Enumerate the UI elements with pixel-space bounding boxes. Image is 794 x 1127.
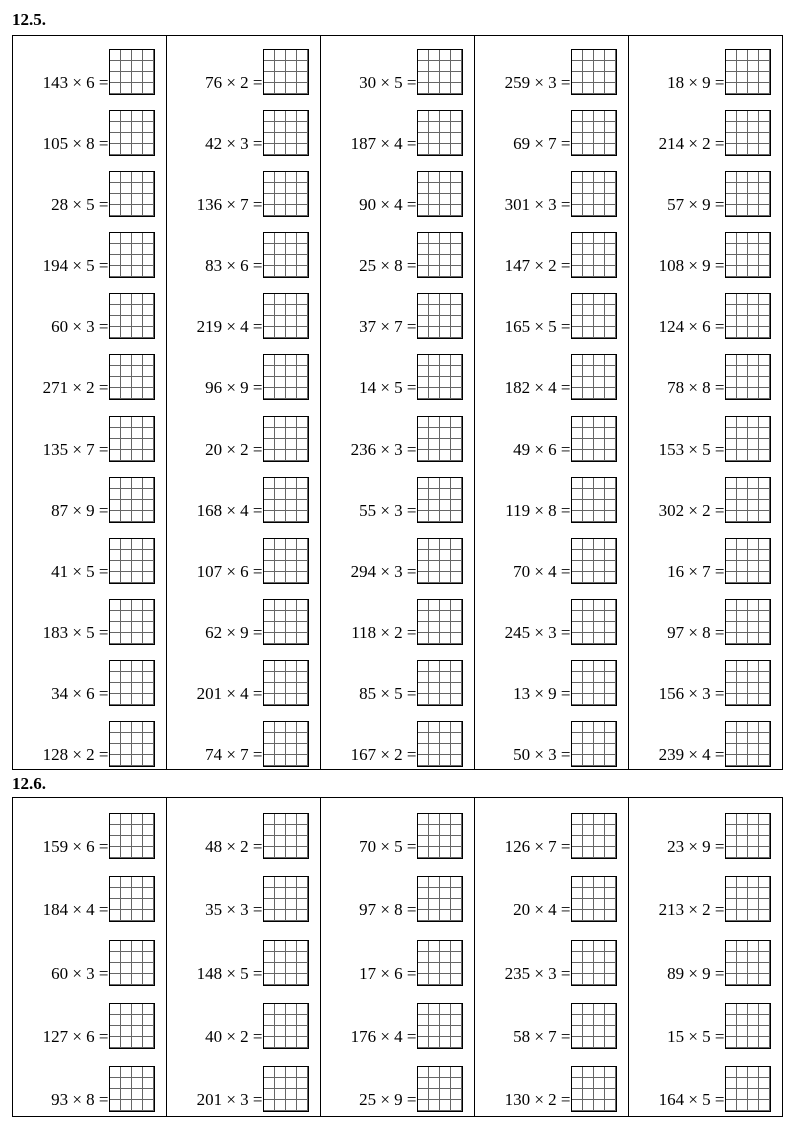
problem-expression: 302 × 2 =	[658, 500, 725, 520]
answer-grid[interactable]	[417, 1066, 463, 1112]
problem-expression: 164 × 5 =	[658, 1089, 725, 1109]
problem-item	[333, 708, 463, 769]
answer-grid[interactable]	[725, 876, 771, 922]
problem-item	[179, 219, 309, 280]
problem-item	[179, 525, 309, 586]
problem-item	[179, 97, 309, 158]
answer-grid[interactable]	[725, 354, 771, 400]
problem-expression: 25 × 9 =	[359, 1089, 417, 1109]
problem-item	[25, 988, 155, 1051]
problem-expression: 41 × 5 =	[51, 561, 109, 581]
problem-item	[333, 464, 463, 525]
problem-expression: 201 × 4 =	[196, 683, 263, 703]
problem-item	[641, 647, 771, 708]
problem-item	[641, 280, 771, 341]
problem-expression: 124 × 6 =	[658, 317, 725, 337]
answer-grid[interactable]	[263, 477, 309, 523]
problem-item	[333, 402, 463, 463]
problem-expression: 294 × 3 =	[350, 561, 417, 581]
answer-grid[interactable]	[263, 232, 309, 278]
problem-expression: 271 × 2 =	[42, 378, 109, 398]
problem-item	[641, 464, 771, 525]
answer-grid[interactable]	[417, 599, 463, 645]
problem-column	[629, 798, 782, 1116]
answer-grid[interactable]	[109, 813, 155, 859]
answer-grid[interactable]	[263, 721, 309, 767]
answer-grid[interactable]	[109, 721, 155, 767]
problem-item	[25, 97, 155, 158]
problem-item	[333, 525, 463, 586]
problem-expression: 13 × 9 =	[513, 683, 571, 703]
answer-grid[interactable]	[725, 599, 771, 645]
problem-expression: 119 × 8 =	[505, 500, 571, 520]
answer-grid[interactable]	[109, 1066, 155, 1112]
problem-item	[179, 988, 309, 1051]
problem-item	[179, 280, 309, 341]
answer-grid[interactable]	[417, 49, 463, 95]
problem-item	[487, 158, 617, 219]
problem-expression: 97 × 8 =	[359, 900, 417, 920]
answer-grid[interactable]	[263, 538, 309, 584]
problem-item	[333, 647, 463, 708]
problem-expression: 219 × 4 =	[196, 317, 263, 337]
problem-expression: 156 × 3 =	[658, 683, 725, 703]
problem-item	[25, 36, 155, 97]
problem-expression: 83 × 6 =	[205, 256, 263, 276]
problem-item	[333, 341, 463, 402]
problem-expression: 235 × 3 =	[504, 963, 571, 983]
answer-grid[interactable]	[417, 110, 463, 156]
problem-item	[333, 861, 463, 924]
answer-grid[interactable]	[263, 813, 309, 859]
problem-expression: 87 × 9 =	[51, 500, 109, 520]
answer-grid[interactable]	[571, 171, 617, 217]
answer-grid[interactable]	[571, 660, 617, 706]
answer-grid[interactable]	[571, 599, 617, 645]
problem-expression: 78 × 8 =	[667, 378, 725, 398]
problem-item	[641, 158, 771, 219]
answer-grid[interactable]	[109, 232, 155, 278]
answer-grid[interactable]	[417, 232, 463, 278]
problem-item	[25, 647, 155, 708]
problem-item	[487, 280, 617, 341]
answer-grid[interactable]	[263, 1003, 309, 1049]
problem-item	[25, 586, 155, 647]
answer-grid[interactable]	[109, 1003, 155, 1049]
problem-column	[475, 798, 629, 1116]
problem-expression: 136 × 7 =	[196, 195, 263, 215]
problem-expression: 239 × 4 =	[658, 744, 725, 764]
problem-item	[641, 798, 771, 861]
problem-item	[25, 158, 155, 219]
problem-expression: 70 × 4 =	[513, 561, 571, 581]
problem-item	[333, 798, 463, 861]
problem-item	[487, 1051, 617, 1114]
problem-expression: 57 × 9 =	[667, 195, 725, 215]
answer-grid[interactable]	[109, 599, 155, 645]
answer-grid[interactable]	[263, 660, 309, 706]
problem-expression: 35 × 3 =	[205, 900, 263, 920]
problem-expression: 259 × 3 =	[504, 73, 571, 93]
problem-expression: 93 × 8 =	[51, 1089, 109, 1109]
problem-item	[179, 647, 309, 708]
problem-item	[487, 219, 617, 280]
problem-expression: 30 × 5 =	[359, 73, 417, 93]
problem-expression: 23 × 9 =	[667, 837, 725, 857]
problem-expression: 15 × 5 =	[667, 1026, 725, 1046]
problem-expression: 127 × 6 =	[42, 1026, 109, 1046]
answer-grid[interactable]	[725, 477, 771, 523]
problem-expression: 236 × 3 =	[350, 439, 417, 459]
problem-expression: 50 × 3 =	[513, 744, 571, 764]
problem-expression: 135 × 7 =	[42, 439, 109, 459]
answer-grid[interactable]	[725, 232, 771, 278]
problem-item	[487, 525, 617, 586]
answer-grid[interactable]	[263, 416, 309, 462]
answer-grid[interactable]	[725, 49, 771, 95]
problem-item	[179, 36, 309, 97]
problem-item	[641, 36, 771, 97]
problem-item	[641, 1051, 771, 1114]
problem-item	[487, 924, 617, 987]
problem-item	[333, 97, 463, 158]
answer-grid[interactable]	[417, 876, 463, 922]
problem-item	[333, 36, 463, 97]
problem-expression: 118 × 2 =	[351, 622, 417, 642]
answer-grid[interactable]	[725, 1066, 771, 1112]
answer-grid[interactable]	[571, 1066, 617, 1112]
answer-grid[interactable]	[417, 354, 463, 400]
problem-column	[167, 798, 321, 1116]
problem-column	[475, 36, 629, 769]
problem-item	[487, 861, 617, 924]
problem-expression: 90 × 4 =	[359, 195, 417, 215]
problem-item	[25, 280, 155, 341]
answer-grid[interactable]	[109, 477, 155, 523]
problem-item	[487, 97, 617, 158]
problem-item	[179, 464, 309, 525]
problem-expression: 213 × 2 =	[658, 900, 725, 920]
problem-item	[333, 1051, 463, 1114]
problem-item	[25, 924, 155, 987]
answer-grid[interactable]	[109, 660, 155, 706]
problem-expression: 301 × 3 =	[504, 195, 571, 215]
problem-expression: 153 × 5 =	[658, 439, 725, 459]
problem-expression: 28 × 5 =	[51, 195, 109, 215]
problem-expression: 20 × 4 =	[513, 900, 571, 920]
answer-grid[interactable]	[725, 940, 771, 986]
problem-expression: 126 × 7 =	[504, 837, 571, 857]
answer-grid[interactable]	[725, 721, 771, 767]
answer-grid[interactable]	[725, 660, 771, 706]
problem-column	[321, 36, 475, 769]
answer-grid[interactable]	[263, 110, 309, 156]
problem-expression: 108 × 9 =	[658, 256, 725, 276]
problem-expression: 49 × 6 =	[513, 439, 571, 459]
problem-item	[25, 798, 155, 861]
problem-expression: 25 × 8 =	[359, 256, 417, 276]
problem-item	[25, 861, 155, 924]
answer-grid[interactable]	[109, 876, 155, 922]
answer-grid[interactable]	[417, 660, 463, 706]
problem-expression: 130 × 2 =	[504, 1089, 571, 1109]
problem-expression: 245 × 3 =	[504, 622, 571, 642]
exercise-panel-12-5	[12, 35, 783, 770]
problem-item	[487, 988, 617, 1051]
problem-item	[641, 924, 771, 987]
answer-grid[interactable]	[109, 354, 155, 400]
problem-item	[487, 464, 617, 525]
problem-expression: 182 × 4 =	[504, 378, 571, 398]
problem-item	[333, 988, 463, 1051]
problem-column	[629, 36, 782, 769]
answer-grid[interactable]	[109, 416, 155, 462]
problem-expression: 76 × 2 =	[205, 73, 263, 93]
problem-item	[25, 402, 155, 463]
problem-expression: 107 × 6 =	[196, 561, 263, 581]
problem-expression: 176 × 4 =	[350, 1026, 417, 1046]
problem-item	[179, 402, 309, 463]
answer-grid[interactable]	[109, 49, 155, 95]
answer-grid[interactable]	[725, 538, 771, 584]
problem-item	[641, 219, 771, 280]
problem-expression: 85 × 5 =	[359, 683, 417, 703]
answer-grid[interactable]	[571, 293, 617, 339]
problem-expression: 148 × 5 =	[196, 963, 263, 983]
answer-grid[interactable]	[571, 232, 617, 278]
answer-grid[interactable]	[263, 940, 309, 986]
problem-item	[641, 341, 771, 402]
answer-grid[interactable]	[417, 477, 463, 523]
answer-grid[interactable]	[417, 416, 463, 462]
problem-item	[333, 924, 463, 987]
answer-grid[interactable]	[725, 110, 771, 156]
answer-grid[interactable]	[571, 876, 617, 922]
answer-grid[interactable]	[417, 538, 463, 584]
answer-grid[interactable]	[263, 1066, 309, 1112]
problem-expression: 187 × 4 =	[350, 134, 417, 154]
answer-grid[interactable]	[571, 49, 617, 95]
answer-grid[interactable]	[725, 1003, 771, 1049]
answer-grid[interactable]	[417, 813, 463, 859]
problem-item	[487, 402, 617, 463]
answer-grid[interactable]	[417, 940, 463, 986]
problem-expression: 97 × 8 =	[667, 622, 725, 642]
problem-item	[25, 708, 155, 769]
answer-grid[interactable]	[263, 293, 309, 339]
problem-item	[333, 280, 463, 341]
problem-expression: 14 × 5 =	[359, 378, 417, 398]
problem-item	[487, 341, 617, 402]
problem-expression: 58 × 7 =	[513, 1026, 571, 1046]
problem-expression: 55 × 3 =	[359, 500, 417, 520]
problem-expression: 184 × 4 =	[42, 900, 109, 920]
problem-expression: 143 × 6 =	[42, 73, 109, 93]
problem-expression: 16 × 7 =	[667, 561, 725, 581]
problem-item	[25, 341, 155, 402]
problem-item	[487, 647, 617, 708]
problem-column	[321, 798, 475, 1116]
problem-column	[13, 798, 167, 1116]
problem-item	[179, 158, 309, 219]
problem-expression: 159 × 6 =	[42, 837, 109, 857]
answer-grid[interactable]	[417, 1003, 463, 1049]
problem-item	[487, 36, 617, 97]
answer-grid[interactable]	[725, 293, 771, 339]
problem-expression: 89 × 9 =	[667, 963, 725, 983]
answer-grid[interactable]	[263, 49, 309, 95]
answer-grid[interactable]	[571, 1003, 617, 1049]
answer-grid[interactable]	[571, 477, 617, 523]
problem-item	[641, 402, 771, 463]
problem-item	[641, 97, 771, 158]
problem-expression: 165 × 5 =	[504, 317, 571, 337]
section-title-12-6: 12.6.	[12, 774, 46, 793]
answer-grid[interactable]	[571, 940, 617, 986]
problem-expression: 147 × 2 =	[504, 256, 571, 276]
answer-grid[interactable]	[417, 721, 463, 767]
problem-expression: 60 × 3 =	[51, 963, 109, 983]
problem-column	[167, 36, 321, 769]
problem-item	[179, 1051, 309, 1114]
problem-expression: 60 × 3 =	[51, 317, 109, 337]
problem-expression: 128 × 2 =	[42, 744, 109, 764]
problem-item	[179, 341, 309, 402]
problem-expression: 105 × 8 =	[42, 134, 109, 154]
problem-item	[487, 586, 617, 647]
section-title-12-5: 12.5.	[12, 10, 46, 29]
problem-item	[179, 586, 309, 647]
problem-expression: 194 × 5 =	[42, 256, 109, 276]
answer-grid[interactable]	[571, 110, 617, 156]
answer-grid[interactable]	[263, 171, 309, 217]
problem-item	[641, 708, 771, 769]
problem-item	[333, 586, 463, 647]
problem-item	[179, 708, 309, 769]
answer-grid[interactable]	[109, 293, 155, 339]
answer-grid[interactable]	[109, 171, 155, 217]
problem-item	[487, 708, 617, 769]
problem-expression: 17 × 6 =	[359, 963, 417, 983]
problem-item	[641, 988, 771, 1051]
problem-item	[25, 219, 155, 280]
answer-grid[interactable]	[109, 940, 155, 986]
problem-item	[179, 798, 309, 861]
answer-grid[interactable]	[725, 416, 771, 462]
problem-expression: 70 × 5 =	[359, 837, 417, 857]
answer-grid[interactable]	[263, 599, 309, 645]
answer-grid[interactable]	[263, 876, 309, 922]
answer-grid[interactable]	[725, 171, 771, 217]
answer-grid[interactable]	[417, 171, 463, 217]
problem-item	[179, 861, 309, 924]
problem-expression: 74 × 7 =	[205, 744, 263, 764]
exercise-panel-12-6	[12, 797, 783, 1117]
problem-expression: 201 × 3 =	[196, 1089, 263, 1109]
problem-item	[25, 464, 155, 525]
problem-item	[641, 586, 771, 647]
problem-expression: 42 × 3 =	[205, 134, 263, 154]
answer-grid[interactable]	[571, 813, 617, 859]
problem-item	[333, 158, 463, 219]
problem-expression: 18 × 9 =	[667, 73, 725, 93]
problem-expression: 183 × 5 =	[42, 622, 109, 642]
problem-item	[333, 219, 463, 280]
problem-expression: 62 × 9 =	[205, 622, 263, 642]
problem-expression: 96 × 9 =	[205, 378, 263, 398]
problem-column	[13, 36, 167, 769]
problem-expression: 40 × 2 =	[205, 1026, 263, 1046]
problem-expression: 37 × 7 =	[359, 317, 417, 337]
answer-grid[interactable]	[109, 538, 155, 584]
answer-grid[interactable]	[263, 354, 309, 400]
problem-expression: 214 × 2 =	[658, 134, 725, 154]
answer-grid[interactable]	[571, 721, 617, 767]
problem-expression: 48 × 2 =	[205, 837, 263, 857]
problem-expression: 34 × 6 =	[51, 683, 109, 703]
answer-grid[interactable]	[417, 293, 463, 339]
problem-item	[641, 861, 771, 924]
problem-expression: 167 × 2 =	[350, 744, 417, 764]
answer-grid[interactable]	[571, 354, 617, 400]
problem-expression: 69 × 7 =	[513, 134, 571, 154]
answer-grid[interactable]	[571, 538, 617, 584]
problem-expression: 168 × 4 =	[196, 500, 263, 520]
problem-item	[487, 798, 617, 861]
answer-grid[interactable]	[109, 110, 155, 156]
problem-expression: 20 × 2 =	[205, 439, 263, 459]
problem-item	[25, 1051, 155, 1114]
problem-item	[179, 924, 309, 987]
problem-item	[641, 525, 771, 586]
answer-grid[interactable]	[571, 416, 617, 462]
answer-grid[interactable]	[725, 813, 771, 859]
problem-item	[25, 525, 155, 586]
